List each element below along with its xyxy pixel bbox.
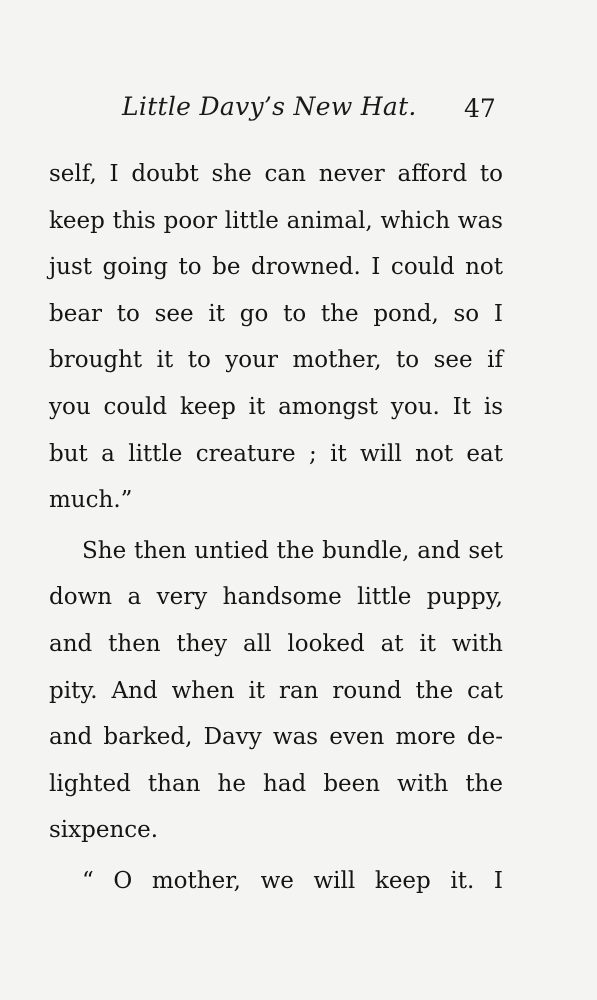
text-line: “ O mother, we will keep it. I [82,867,503,894]
text-line: pity. And when it ran round the cat [49,677,503,704]
text-line: sixpence. [49,817,159,844]
body-text [49,151,503,905]
text-line: down a very handsome little puppy, [49,584,503,611]
text-line: lighted than he had been with the [49,770,503,797]
text-line: self, I doubt she can never afford to [49,161,503,187]
text-line: She then untied the bundle, and set [82,537,503,564]
text-line: just going to be drowned. I could not [49,254,503,281]
text-line: and barked, Davy was even more de- [49,724,503,751]
text-line: but a little creature ; it will not eat [49,440,503,467]
page-header [0,92,597,136]
text-line: keep this poor little animal, which was [49,207,503,234]
text-line: bear to see it go to the pond, so I [49,300,503,327]
text-line: you could keep it amongst you. It is [49,393,503,420]
text-line: brought it to your mother, to see if [49,347,503,374]
running-title: Little Davy’s New Hat. [122,92,417,121]
page-number: 47 [464,94,496,123]
text-line: and then they all looked at it with [49,630,503,657]
text-line: much.” [49,487,133,514]
